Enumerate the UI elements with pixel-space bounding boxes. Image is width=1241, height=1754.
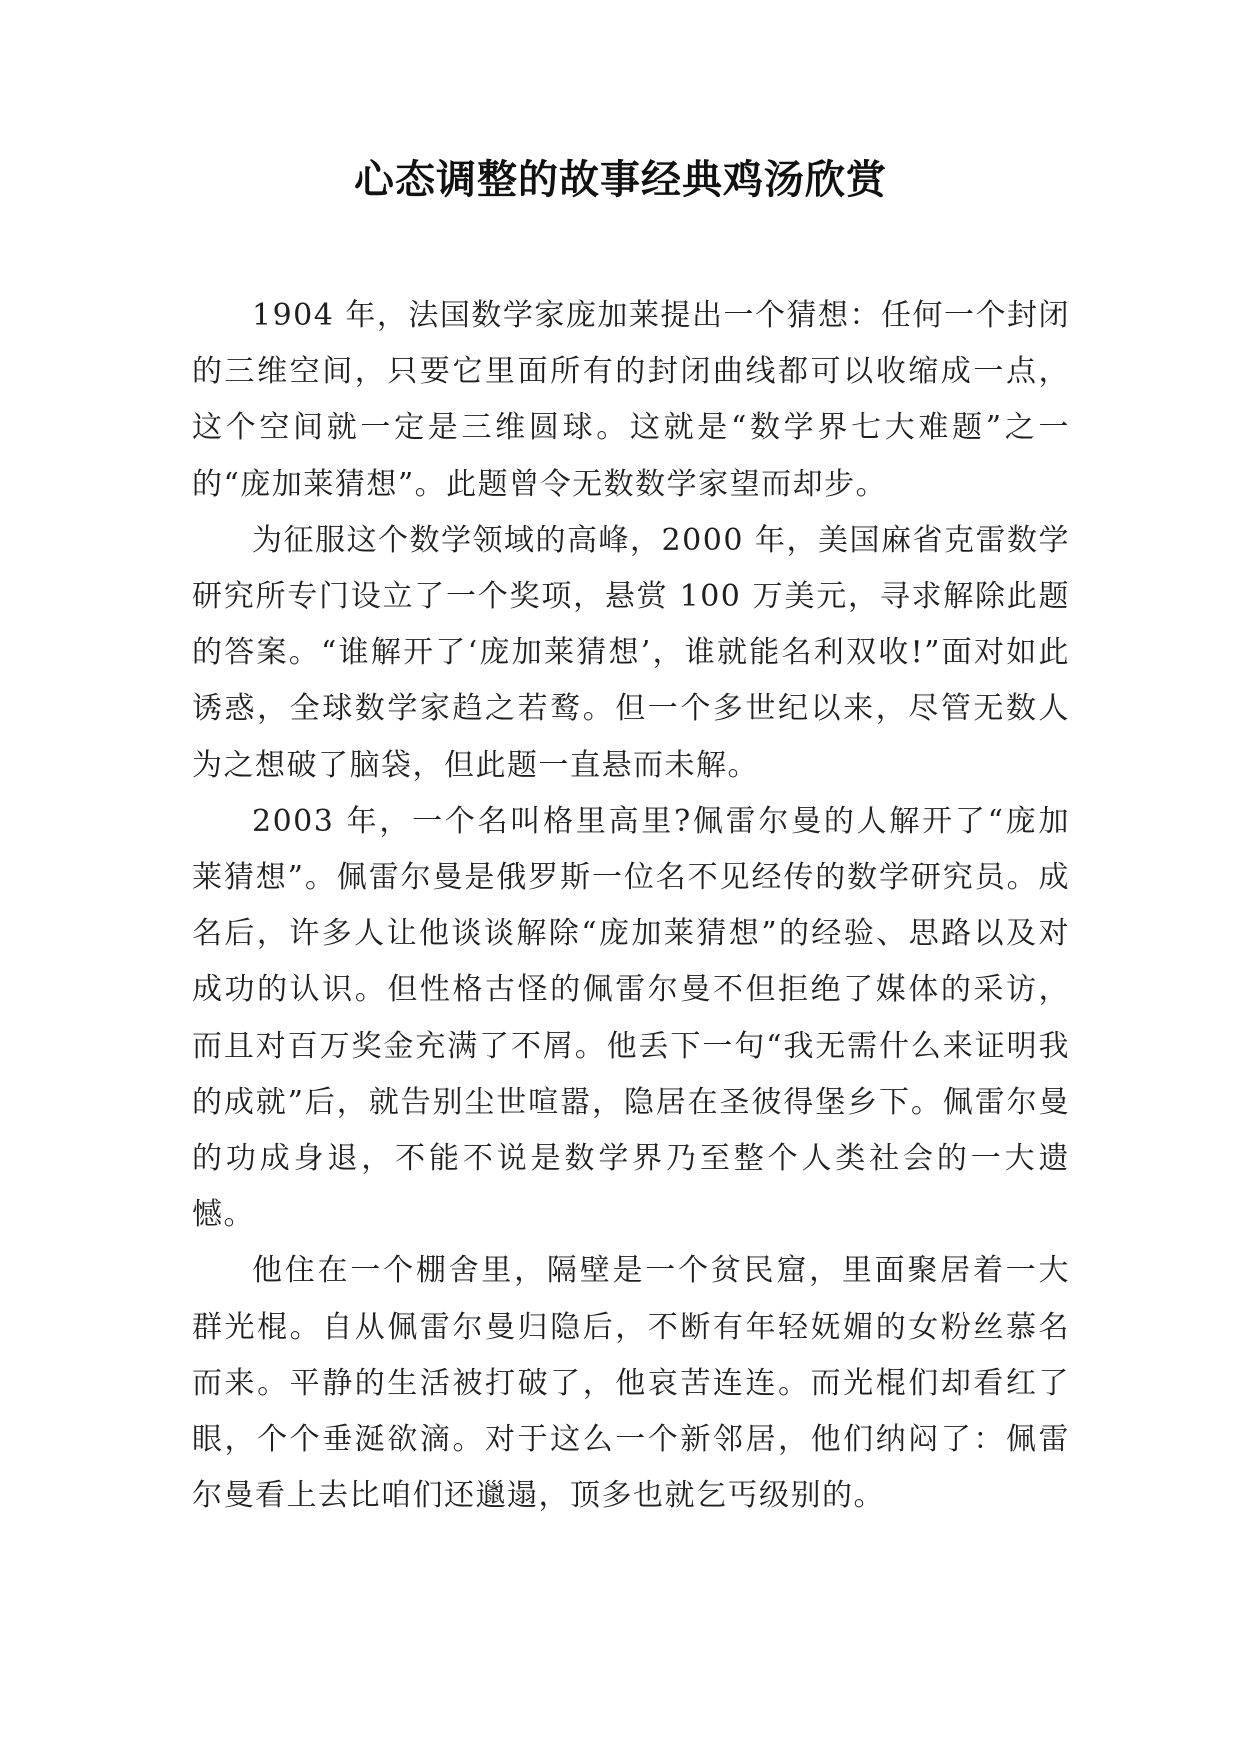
paragraph-3: 2003 年，一个名叫格里高里?佩雷尔曼的人解开了“庞加莱猜想”。佩雷尔曼是俄罗斯一位名不见经传的数学研究员。成名后，许多人让他谈谈解除“庞加莱猜想”的经验、思路以及对成功的认识。但性格古怪的佩雷尔曼不但拒绝了媒体的采访，而且对百万奖金充满了不屑。他丢下一句“我无需什么来证明我的成就”后，就告别尘世喧嚣，隐居在圣彼得堡乡下。佩雷尔曼的功成身退，不能不说是数学界乃至整个人类社会的一大遗憾。	[192, 803, 1070, 1233]
document-body	[192, 288, 1070, 1524]
document-title: 心态调整的故事经典鸡汤欣赏	[354, 156, 887, 203]
paragraph-2: 为征服这个数学领域的高峰，2000 年，美国麻省克雷数学研究所专门设立了一个奖项，悬赏 100 万美元，寻求解除此题的答案。“谁解开了‘庞加莱猜想’，谁就能名利双收!”面对如此诱惑，全球数学家趋之若鹜。但一个多世纪以来，尽管无数人为之想破了脑袋，但此题一直悬而未解。	[192, 522, 1070, 783]
paragraph-4: 他住在一个棚舍里，隔壁是一个贫民窟，里面聚居着一大群光棍。自从佩雷尔曼归隐后，不断有年轻妩媚的女粉丝慕名而来。平静的生活被打破了，他哀苦连连。而光棍们却看红了眼，个个垂涎欲滴。对于这么一个新邻居，他们纳闷了：佩雷尔曼看上去比咱们还邋遢，顶多也就乞丐级别的。	[192, 1253, 1070, 1514]
paragraph-1: 1904 年，法国数学家庞加莱提出一个猜想：任何一个封闭的三维空间，只要它里面所有的封闭曲线都可以收缩成一点，这个空间就一定是三维圆球。这就是“数学界七大难题”之一的“庞加莱猜想”。此题曾令无数数学家望而却步。	[192, 298, 1070, 502]
